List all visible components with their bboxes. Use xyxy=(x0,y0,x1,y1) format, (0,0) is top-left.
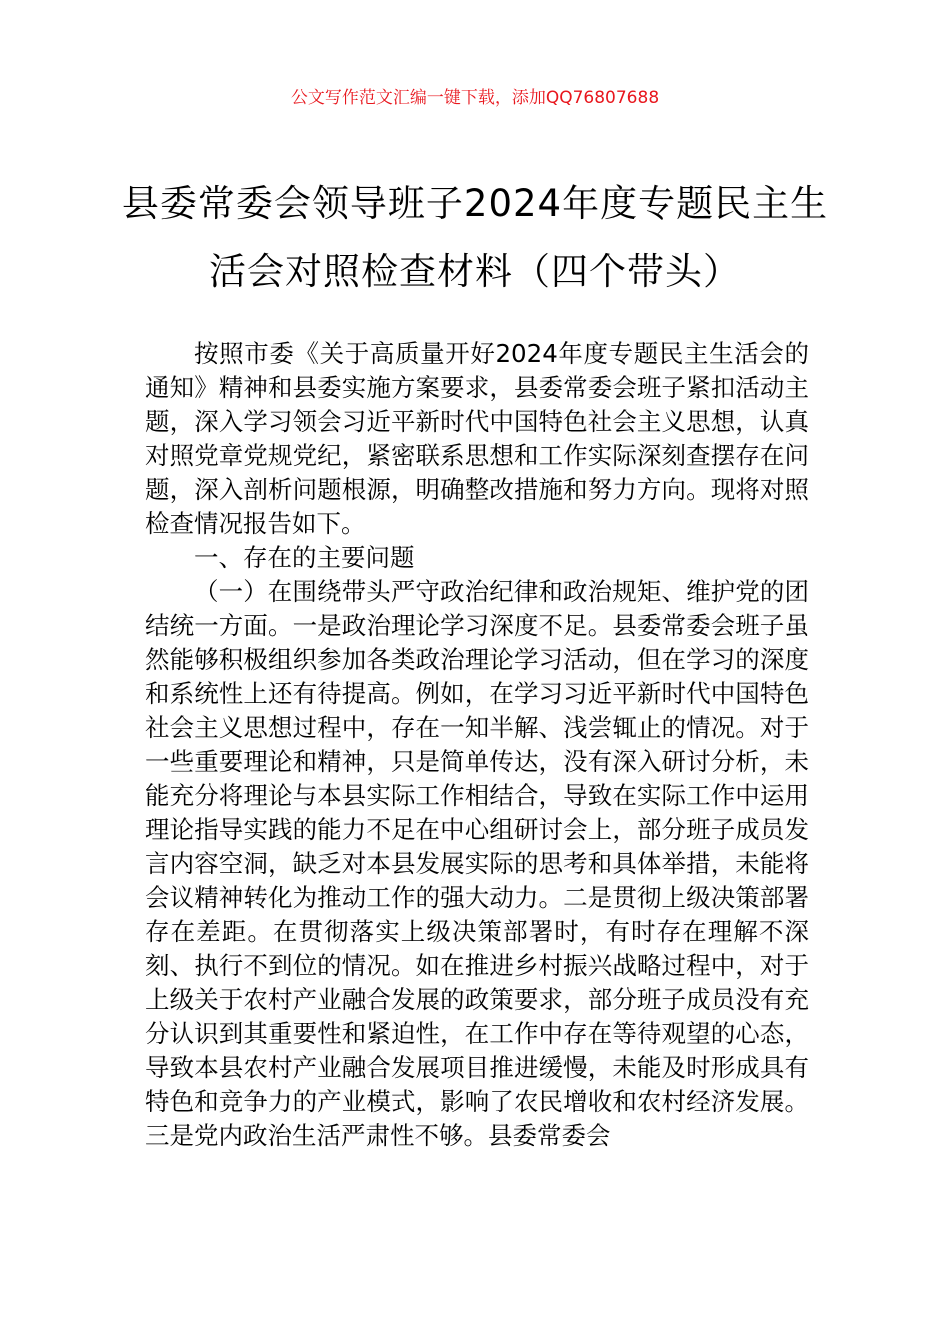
document-title xyxy=(110,170,840,306)
body-paragraph: （一）在围绕带头严守政治纪律和政治规矩、维护党的团结统一方面。一是政治理论学习深度不足。县委常委会班子虽然能够积极组织参加各类政治理论学习活动，但在学习的深度和系统性上还有待提高。例如，在学习习近平新时代中国特色社会主义思想过程中，存在一知半解、浅尝辄止的情况。对于一些重要理论和精神，只是简单传达，没有深入研讨分析，未能充分将理论与本县实际工作相结合，导致在实际工作中运用理论指导实践的能力不足在中心组研讨会上，部分班子成员发言内容空洞，缺乏对本县发展实际的思考和具体举措，未能将会议精神转化为推动工作的强大动力。二是贯彻上级决策部署存在差距。在贯彻落实上级决策部署时，有时存在理解不深刻、执行不到位的情况。如在推进乡村振兴战略过程中，对于上级关于农村产业融合发展的政策要求，部分班子成员没有充分认识到其重要性和紧迫性，在工作中存在等待观望的心态，导致本县农村产业融合发展项目推进缓慢，未能及时形成具有特色和竞争力的产业模式，影响了农民增收和农村经济发展。三是党内政治生活严肃性不够。县委常委会 xyxy=(145,577,809,1150)
title-line-1: 县委常委会领导班子2024年度专题民主生 xyxy=(121,182,829,225)
intro-paragraph: 按照市委《关于高质量开好2024年度专题民主生活会的通知》精神和县委实施方案要求，县委常委会班子紧扣活动主题，深入学习领会习近平新时代中国特色社会主义思想，认真对照党章党规党纪，紧密联系思想和工作实际深刻查摆存在问题，深入剖析问题根源，明确整改措施和努力方向。现将对照检查情况报告如下。 xyxy=(145,339,809,538)
download-notice: 公文写作范文汇编一键下载，添加QQ76807688 xyxy=(290,88,660,108)
section-heading: 一、存在的主要问题 xyxy=(194,543,415,572)
document-body xyxy=(145,337,809,1153)
title-line-2: 活会对照检查材料（四个带头） xyxy=(209,250,741,293)
